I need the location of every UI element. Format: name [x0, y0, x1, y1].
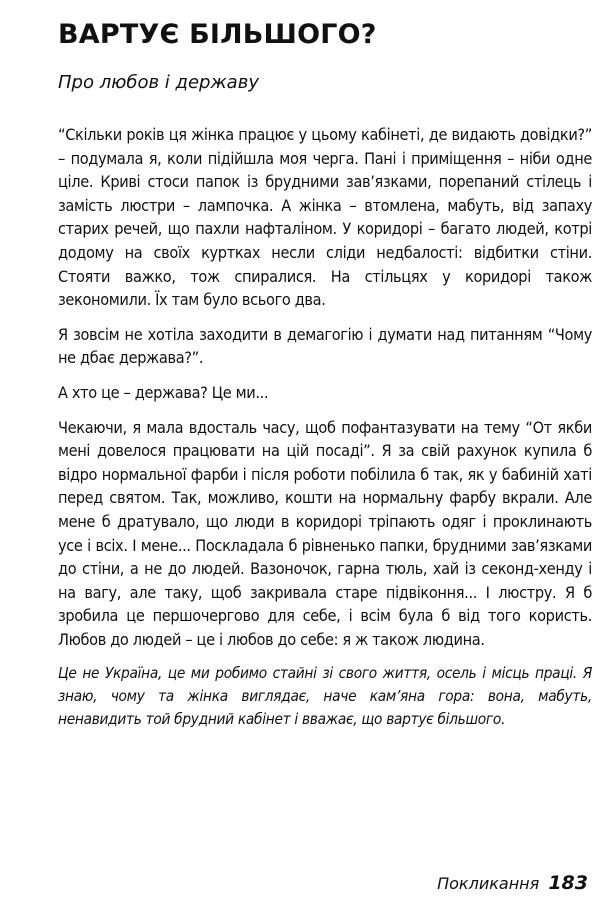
paragraph: “Скільки років ця жінка працює у цьому кабінеті, де видають довідки?” – подумала я, коли підійшла моя черга. Пані і приміщення – ніби одне ціле. Криві стоси папок із брудними зав’язками, порепаний стілець і замість люстри – лампочка. А жінка – втомлена, мабуть, від запаху старих речей, що пахли нафталіном. У коридорі – багато людей, котрі додому на своїх куртках несли сліди недбалості: відбитки стіни. Стояти важко, тож спиралися. На стільцях у коридорі також зекономили. Їх там було всього два. — [58, 125, 592, 310]
book-page — [58, 18, 592, 742]
paragraph: А хто це – держава? Це ми... — [58, 382, 269, 402]
section-name: Покликання — [437, 874, 540, 893]
closing-paragraph: Це не Україна, це ми робимо стайні зі свого життя, осель і місць праці. Я знаю, чому та жінка виглядає, наче кам’яна гора: вона, мабуть, ненавидить той брудний кабінет і вважає, що вартує більшого. — [58, 664, 592, 729]
paragraph: Я зовсім не хотіла заходити в демагогію і думати над питанням “Чому не дбає держава?”. — [58, 324, 592, 368]
paragraph: Чекаючи, я мала вдосталь часу, щоб пофантазувати на тему “От якби мені довелося працювати на цій посаді”. Я за свій рахунок купила б відро нормальної фарби і після роботи побілила б так, як у бабиній хаті перед святом. Так, можливо, кошти на нормальну фарбу вкрали. Але мене б дратувало, що люди в коридорі тріпають одяг і проклинають усе і всіх. І мене... Поскладала б рівненько папки, брудними зав’язками до стіни, а не до людей. Вазоночок, гарна тюль, хай із секонд-хенду і на вагу, але таку, щоб закривала старе підвіконня... І люстру. Я б зробила це першочергово для себе, і всім була б від того користь. Любов до людей – це і любов до себе: я ж також людина. — [58, 417, 592, 649]
page-number: 183 — [548, 872, 588, 894]
page-footer — [437, 872, 588, 894]
article-subtitle: Про любов і державу — [58, 72, 259, 93]
article-body — [58, 123, 592, 731]
article-title: ВАРТУЄ БІЛЬШОГО? — [58, 19, 377, 50]
